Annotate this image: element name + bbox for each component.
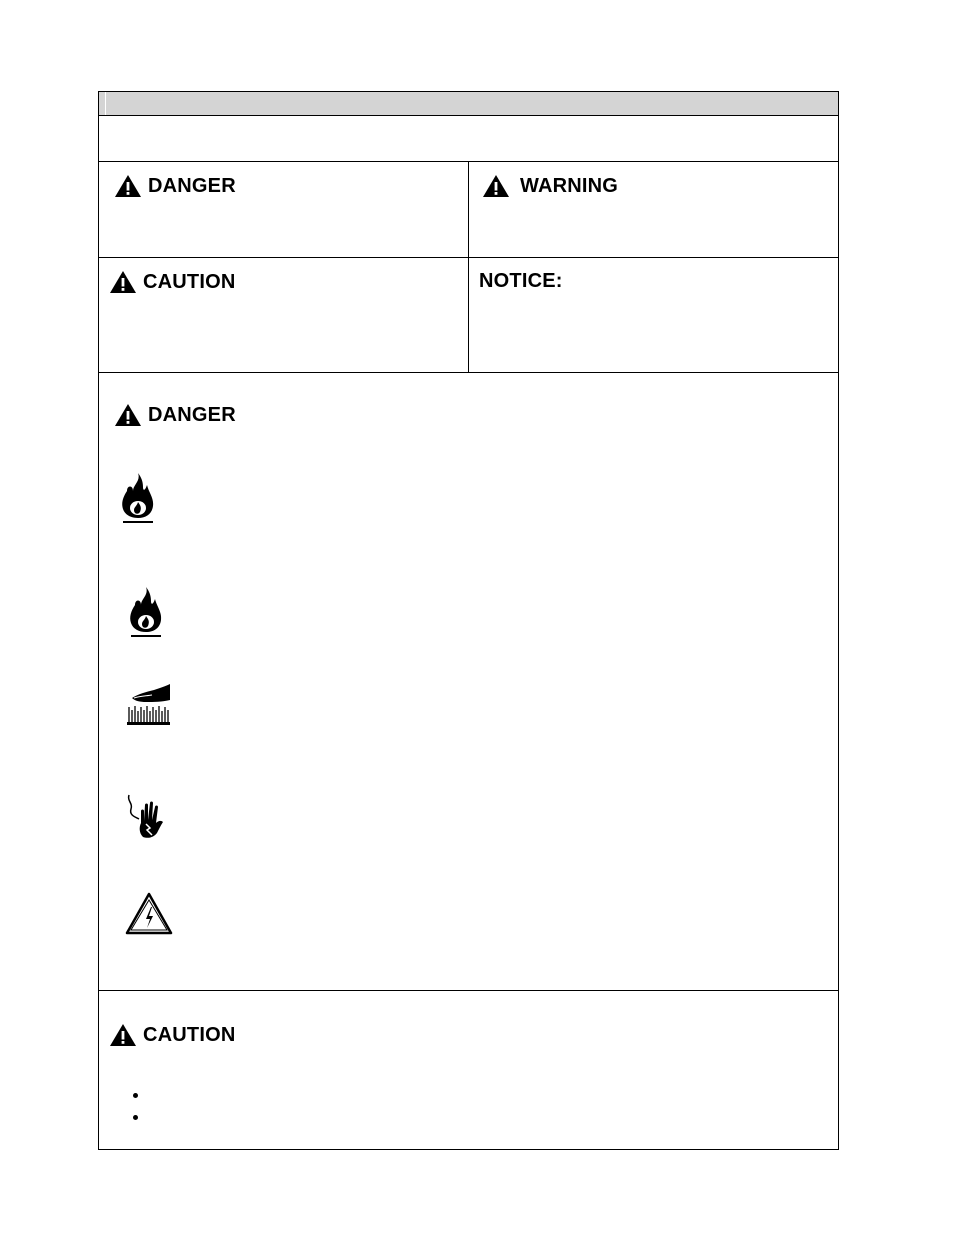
caution-label: CAUTION xyxy=(143,270,236,293)
caution-section-heading xyxy=(109,1023,236,1047)
column-divider xyxy=(468,162,469,257)
danger-section-heading xyxy=(114,403,236,427)
intro-row xyxy=(99,116,838,162)
table-header-bar xyxy=(99,92,838,116)
header-divider xyxy=(105,92,106,115)
signal-row-1 xyxy=(99,162,838,258)
warning-triangle-icon xyxy=(114,403,142,427)
column-divider xyxy=(468,258,469,372)
list-item-bullet xyxy=(133,1115,138,1120)
flame-icon xyxy=(119,471,161,525)
hot-surface-icon xyxy=(126,680,172,726)
list-item-bullet xyxy=(133,1093,138,1098)
danger-section xyxy=(99,373,838,991)
high-voltage-icon xyxy=(125,892,173,936)
caution-definition-heading xyxy=(109,270,236,294)
caution-label: CAUTION xyxy=(143,1023,236,1046)
danger-label: DANGER xyxy=(148,174,236,197)
warning-triangle-icon xyxy=(109,1023,137,1047)
warning-definition-heading xyxy=(482,174,618,198)
warning-triangle-icon xyxy=(114,174,142,198)
warning-triangle-icon xyxy=(109,270,137,294)
electric-shock-hand-icon xyxy=(125,793,171,841)
flame-icon xyxy=(127,585,169,639)
caution-section xyxy=(99,991,838,1149)
warning-triangle-icon xyxy=(482,174,510,198)
safety-table xyxy=(98,91,839,1150)
notice-label: NOTICE: xyxy=(479,270,563,292)
signal-row-2 xyxy=(99,258,838,373)
warning-label: WARNING xyxy=(520,174,619,197)
danger-label: DANGER xyxy=(148,403,236,426)
notice-definition-heading xyxy=(479,270,563,293)
danger-definition-heading xyxy=(114,174,236,198)
